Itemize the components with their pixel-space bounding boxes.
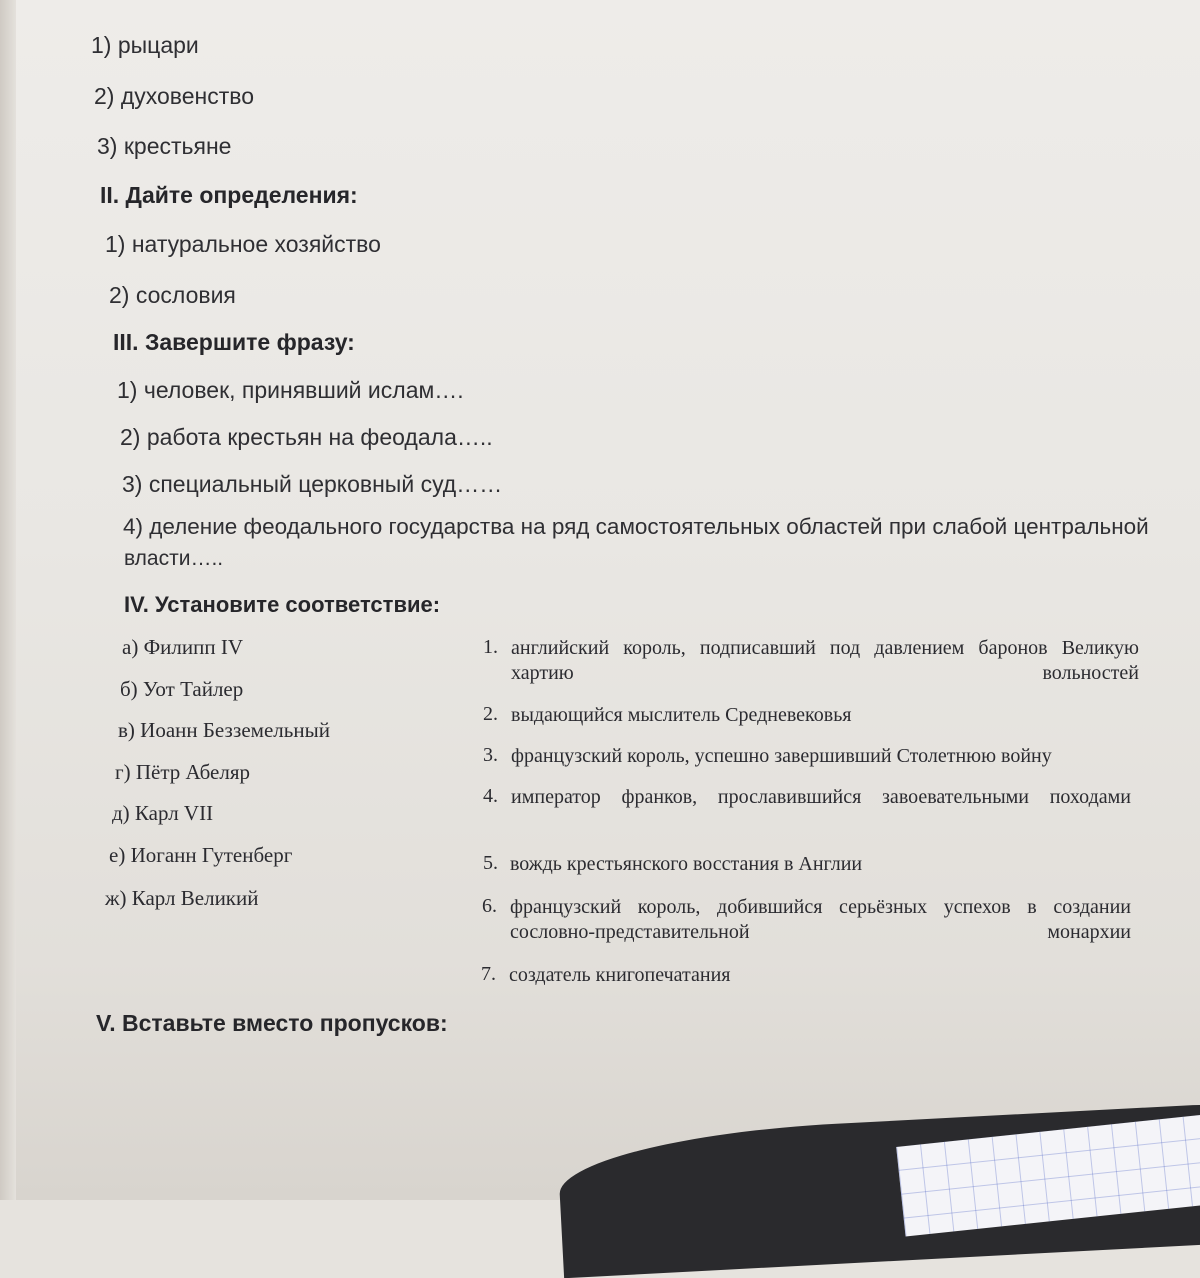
match-right-text: создатель книгопечатания	[509, 964, 731, 986]
match-right-text: английский король, подписавший под давлением баронов Великую хартию вольностей	[511, 637, 1139, 684]
match-left-item: д) Карл VII	[112, 801, 214, 825]
page-edge	[0, 0, 16, 1200]
list-item: 2) работа крестьян на феодала…..	[120, 424, 493, 450]
match-left-item: ж) Карл Великий	[105, 886, 259, 910]
list-item: 1) натуральное хозяйство	[105, 231, 381, 257]
list-item-continuation: власти…..	[124, 547, 224, 570]
section-heading: V. Вставьте вместо пропусков:	[96, 1010, 448, 1036]
match-right-text: выдающийся мыслитель Средневековья	[511, 704, 852, 726]
match-right-text: французский король, добившийся серьёзных успехов в создании сословно-представительной монархии	[510, 896, 1131, 943]
match-left-item: а) Филипп IV	[122, 635, 243, 659]
list-item: 3) крестьяне	[97, 133, 232, 159]
match-left-item: б) Уот Тайлер	[120, 677, 244, 701]
match-right-text: император франков, прославившийся завоевательными походами	[511, 786, 1131, 808]
match-right-text: вождь крестьянского восстания в Англии	[510, 853, 863, 875]
list-item: 2) духовенство	[94, 83, 255, 109]
match-right-number: 4.	[483, 785, 498, 807]
match-left-item: г) Пётр Абеляр	[115, 760, 250, 784]
match-right-number: 6.	[482, 895, 497, 917]
match-right-number: 1.	[483, 636, 498, 658]
match-right-number: 2.	[483, 703, 498, 725]
match-right-number: 3.	[483, 744, 498, 766]
list-item: 1) человек, принявший ислам….	[117, 377, 464, 403]
section-heading: II. Дайте определения:	[100, 182, 358, 208]
list-item: 2) сословия	[109, 282, 236, 308]
list-item: 4) деление феодального государства на ряд самостоятельных областей при слабой центральной	[123, 514, 1149, 539]
list-item: 1) рыцари	[91, 32, 199, 58]
match-left-item: е) Иоганн Гутенберг	[109, 843, 293, 867]
section-heading: IV. Установите соответствие:	[124, 592, 441, 617]
match-right-number: 7.	[481, 963, 496, 985]
match-right-number: 5.	[483, 852, 498, 874]
section-heading: III. Завершите фразу:	[113, 329, 355, 355]
list-item: 3) специальный церковный суд……	[122, 471, 503, 497]
match-left-item: в) Иоанн Безземельный	[118, 718, 330, 742]
match-right-text: французский король, успешно завершивший Столетнюю войну	[511, 745, 1052, 767]
